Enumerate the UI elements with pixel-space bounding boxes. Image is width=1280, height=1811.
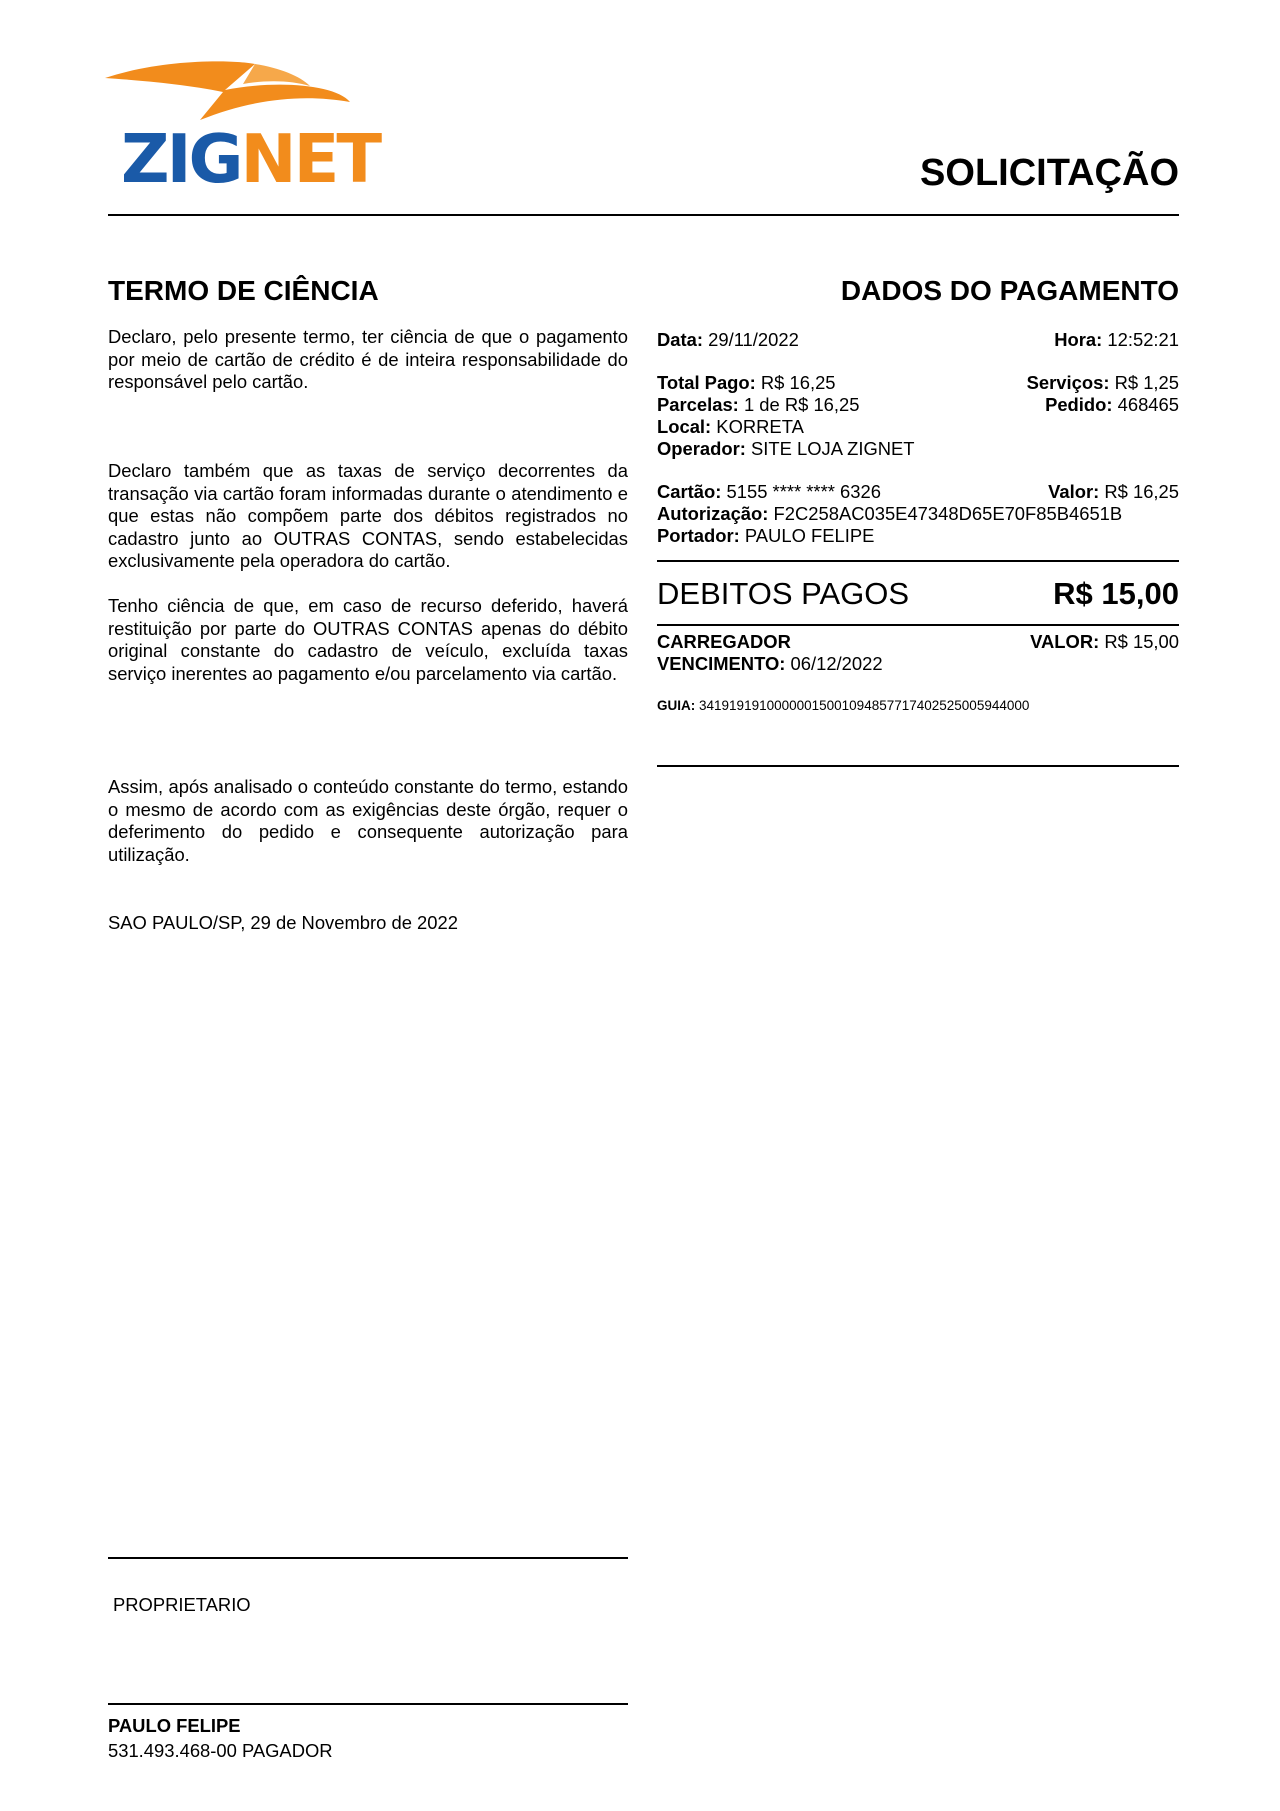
parcelas-field xyxy=(657,394,859,416)
logo-zig-text: ZIG xyxy=(121,120,241,198)
cartao-label: Cartão: xyxy=(657,481,722,502)
cartao-field xyxy=(657,481,881,503)
cartao-value: 5155 **** **** 6326 xyxy=(726,481,881,502)
debitos-top-divider xyxy=(657,560,1179,562)
signature-role-proprietario: PROPRIETARIO xyxy=(113,1594,251,1615)
parcelas-value: 1 de R$ 16,25 xyxy=(743,394,860,415)
debito-valor-value: R$ 15,00 xyxy=(1104,631,1179,652)
autorizacao-value: F2C258AC035E47348D65E70F85B4651B xyxy=(773,503,1123,524)
servicos-field xyxy=(1027,372,1179,394)
autorizacao-field xyxy=(657,503,1122,525)
hora-field xyxy=(1054,329,1179,351)
total-pago-value: R$ 16,25 xyxy=(760,372,836,393)
debito-item-valor xyxy=(1030,631,1179,653)
autorizacao-label: Autorização: xyxy=(657,503,769,524)
valor-field xyxy=(1048,481,1179,503)
hora-value: 12:52:21 xyxy=(1107,329,1179,350)
total-pago-label: Total Pago: xyxy=(657,372,756,393)
vencimento-label: VENCIMENTO: xyxy=(657,653,786,674)
local-label: Local: xyxy=(657,416,712,437)
valor-label: Valor: xyxy=(1048,481,1100,502)
operador-value: SITE LOJA ZIGNET xyxy=(751,438,915,459)
debito-valor-label: VALOR: xyxy=(1030,631,1100,652)
guia-value: 34191919100000015001094857717402525005944000 xyxy=(699,698,1030,713)
document-title: SOLICITAÇÃO xyxy=(920,152,1179,194)
portador-label: Portador: xyxy=(657,525,740,546)
parcelas-label: Parcelas: xyxy=(657,394,739,415)
local-field xyxy=(657,416,804,438)
pedido-label: Pedido: xyxy=(1045,394,1113,415)
pedido-value: 468465 xyxy=(1117,394,1179,415)
guia-field xyxy=(657,698,1029,713)
portador-field xyxy=(657,525,874,547)
servicos-value: R$ 1,25 xyxy=(1114,372,1179,393)
vencimento-field xyxy=(657,653,883,675)
portador-value: PAULO FELIPE xyxy=(744,525,875,546)
servicos-label: Serviços: xyxy=(1026,372,1110,393)
debitos-title: DEBITOS PAGOS xyxy=(657,576,910,611)
termo-paragraph-2: Declaro também que as taxas de serviço decorrentes da transação via cartão foram informadas durante o atendimento e que estas não compõem parte dos débitos registrados no cadastro junto ao OUTRAS CONTAS, sendo estabelecidas exclusivamente pela operadora do cartão. xyxy=(108,460,628,571)
logo-net-text: NET xyxy=(240,120,380,198)
signature-doc-pagador: 531.493.468-00 PAGADOR xyxy=(108,1740,333,1761)
termo-paragraph-3: Tenho ciência de que, em caso de recurso deferido, haverá restituição por parte do OUTRAS CONTAS apenas do débito original constante do cadastro de veículo, excluída taxas serviço inerentes ao pagamento e/ou parcelamento via cartão. xyxy=(108,595,628,684)
signature-name-pagador: PAULO FELIPE xyxy=(108,1715,241,1736)
termo-heading: TERMO DE CIÊNCIA xyxy=(108,275,379,306)
data-field xyxy=(657,329,799,351)
guia-divider xyxy=(657,765,1179,767)
logo-wordmark xyxy=(121,120,380,198)
place-date: SAO PAULO/SP, 29 de Novembro de 2022 xyxy=(108,912,458,933)
guia-label: GUIA: xyxy=(657,698,696,713)
termo-paragraph-1: Declaro, pelo presente termo, ter ciência de que o pagamento por meio de cartão de crédito é de inteira responsabilidade do responsável pelo cartão. xyxy=(108,326,628,392)
debito-item-name: CARREGADOR xyxy=(657,631,791,652)
vencimento-value: 06/12/2022 xyxy=(790,653,883,674)
operador-field xyxy=(657,438,915,460)
data-value: 29/11/2022 xyxy=(708,329,799,350)
local-value: KORRETA xyxy=(716,416,804,437)
total-pago-field xyxy=(657,372,836,394)
debitos-total: R$ 15,00 xyxy=(1053,576,1179,611)
operador-label: Operador: xyxy=(657,438,746,459)
valor-value: R$ 16,25 xyxy=(1104,481,1179,502)
header-divider xyxy=(108,214,1179,216)
termo-paragraph-4: Assim, após analisado o conteúdo constante do termo, estando o mesmo de acordo com as exigências deste órgão, requer o deferimento do pedido e consequente autorização para utilização. xyxy=(108,776,628,865)
company-logo xyxy=(105,58,395,198)
pedido-field xyxy=(1045,394,1179,416)
hora-label: Hora: xyxy=(1054,329,1103,350)
signature-line-proprietario xyxy=(108,1557,628,1559)
debitos-bottom-divider xyxy=(657,624,1179,626)
data-label: Data: xyxy=(657,329,703,350)
pagamento-heading: DADOS DO PAGAMENTO xyxy=(840,275,1179,306)
signature-line-pagador xyxy=(108,1703,628,1705)
